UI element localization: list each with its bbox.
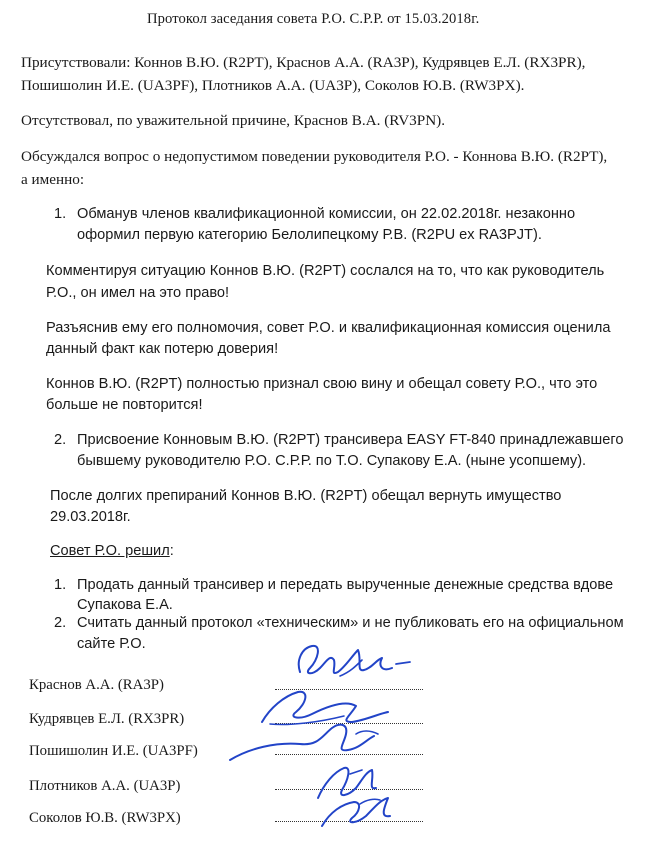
item-1-number: 1.	[54, 206, 67, 222]
comment-1-line-1: Комментируя ситуацию Коннов В.Ю. (R2PT) сослался на то, что как руководитель	[46, 263, 605, 279]
present-line-2: Пошишолин И.Е. (UA3PF), Плотников А.А. (UA3P), Соколов Ю.В. (RW3PX).	[21, 77, 525, 94]
signatory-4-name: Плотников А.А. (UA3P)	[29, 778, 181, 794]
comment-2-line-2: данный факт как потерю доверия!	[46, 341, 279, 357]
decision-heading-text: Совет Р.О. решил	[50, 543, 170, 559]
comment-2-line-1: Разъяснив ему его полномочия, совет Р.О. и квалификационная комиссия оценила	[46, 320, 611, 336]
decision-heading-colon: :	[169, 543, 174, 559]
signatory-1-name: Краснов А.А. (RA3P)	[29, 677, 164, 693]
decision-1-line-1: Продать данный трансивер и передать вырученные денежные средства вдове	[77, 577, 614, 593]
comment-3-line-1: Коннов В.Ю. (R2PT) полностью признал свою вину и обещал совету Р.О., что это	[46, 376, 598, 392]
comment-4-line-1: После долгих препираний Коннов В.Ю. (R2PT) обещал вернуть имущество	[50, 488, 562, 504]
signatory-2-name: Кудрявцев Е.Л. (RX3PR)	[29, 711, 185, 727]
decision-2-line-2: сайте Р.О.	[77, 636, 146, 652]
decision-2-line-1: Считать данный протокол «техническим» и не публиковать его на официальном	[77, 615, 624, 631]
item-2-line-1: Присвоение Конновым В.Ю. (R2PT) трансивера EASY FT-840 принадлежавшего	[77, 432, 624, 448]
comment-4-line-2: 29.03.2018г.	[50, 509, 131, 525]
document-title: Протокол заседания совета Р.О. С.Р.Р. от 15.03.2018г.	[147, 11, 480, 27]
absent-line: Отсутствовал, по уважительной причине, Краснов В.А. (RV3PN).	[21, 112, 446, 129]
comment-1-line-2: Р.О., он имел на это право!	[46, 285, 230, 301]
signatory-5-name: Соколов Ю.В. (RW3PX)	[29, 810, 181, 826]
issue-line-2: а именно:	[21, 171, 85, 188]
signature-ink-group	[230, 646, 410, 826]
item-2-number: 2.	[54, 432, 67, 448]
decision-2-number: 2.	[54, 615, 67, 631]
item-1-line-2: оформил первую категорию Белолипецкому Р.В. (R2PU ex RA3PJT).	[77, 227, 542, 243]
decision-1-line-2: Супакова Е.А.	[77, 597, 173, 613]
item-2-line-2: бывшему руководителю Р.О. С.Р.Р. по Т.О. Супакову Е.А. (ныне усопшему).	[77, 453, 587, 469]
signatory-3-name: Пошишолин И.Е. (UA3PF)	[29, 743, 198, 759]
item-1-line-1: Обманув членов квалификационной комиссии, он 22.02.2018г. незаконно	[77, 206, 576, 222]
decision-1-number: 1.	[54, 577, 67, 593]
present-line-1: Присутствовали: Коннов В.Ю. (R2PT), Краснов А.А. (RA3P), Кудрявцев Е.Л. (RX3PR),	[21, 54, 586, 71]
issue-line-1: Обсуждался вопрос о недопустимом поведении руководителя Р.О. - Коннова В.Ю. (R2PT),	[21, 148, 608, 165]
comment-3-line-2: больше не повторится!	[46, 397, 203, 413]
